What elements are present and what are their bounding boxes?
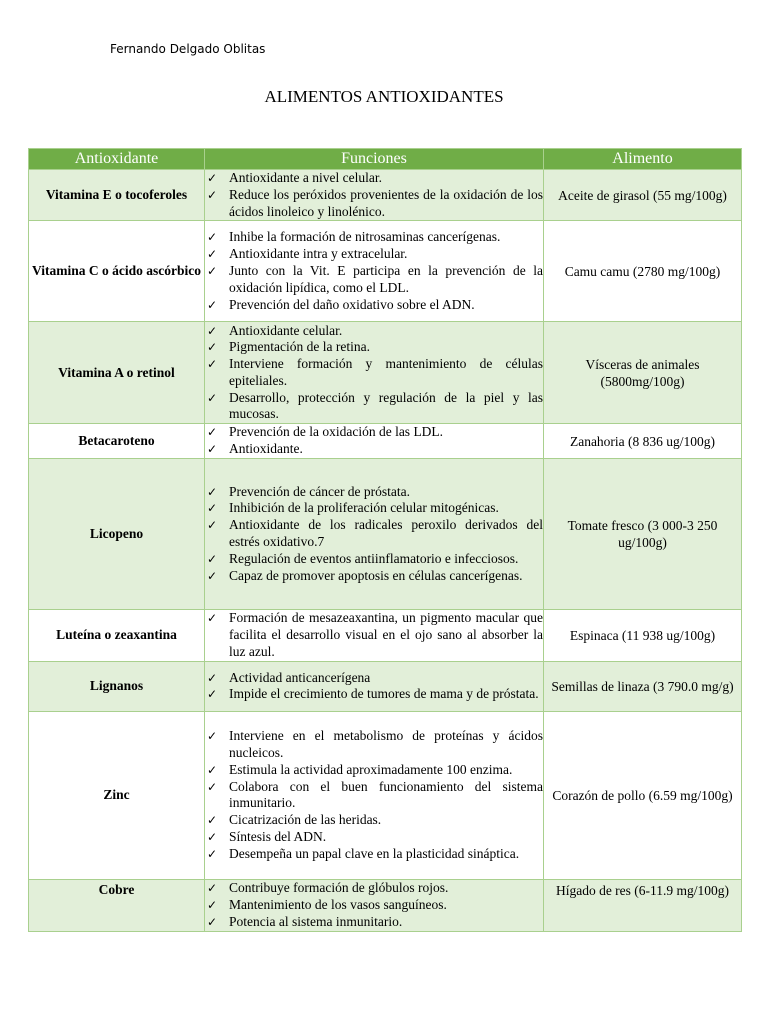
function-text: Antioxidante. (229, 441, 303, 457)
header-funciones: Funciones (205, 149, 544, 170)
function-text: Pigmentación de la retina. (229, 339, 370, 355)
function-text: Regulación de eventos antiinflamatorio e infecciosos. (229, 550, 519, 566)
functions-cell (205, 661, 544, 711)
table-row (29, 170, 742, 221)
check-icon: ✓ (207, 762, 218, 777)
check-icon: ✓ (207, 171, 218, 185)
function-text: Inhibición de la proliferación celular mitogénicas. (229, 500, 499, 516)
check-icon: ✓ (207, 518, 218, 533)
check-icon: ✓ (207, 263, 218, 278)
table-row (29, 661, 742, 711)
check-icon: ✓ (207, 247, 218, 262)
function-text: Prevención del daño oxidativo sobre el ADN. (229, 296, 475, 312)
check-icon: ✓ (207, 323, 218, 338)
antioxidant-name: Licopeno (29, 458, 205, 609)
function-text: Prevención de cáncer de próstata. (229, 483, 411, 499)
food-source: Zanahoria (8 836 ug/100g) (544, 424, 742, 459)
check-icon: ✓ (207, 442, 218, 457)
check-icon: ✓ (207, 568, 218, 583)
antioxidants-table (28, 148, 742, 932)
food-source: Tomate fresco (3 000-3 250 ug/100g) (544, 458, 742, 609)
header-antioxidante: Antioxidante (29, 149, 205, 170)
check-icon: ✓ (207, 390, 218, 405)
check-icon: ✓ (207, 813, 218, 828)
functions-cell (205, 458, 544, 609)
function-text: Estimula la actividad aproximadamente 100 enzima. (229, 761, 513, 777)
functions-cell (205, 879, 544, 931)
function-text: Inhibe la formación de nitrosaminas cancerígenas. (229, 229, 501, 245)
function-text: Desempeña un papal clave en la plasticidad sináptica. (229, 845, 520, 861)
check-icon: ✓ (207, 898, 218, 913)
function-text: Capaz de promover apoptosis en células cancerígenas. (229, 567, 523, 583)
functions-list (205, 424, 543, 458)
functions-cell (205, 609, 544, 661)
function-text: Interviene formación y mantenimiento de células epiteliales. (229, 356, 543, 388)
check-icon: ✓ (207, 779, 218, 794)
function-text: Desarrollo, protección y regulación de la piel y las mucosas. (229, 389, 543, 422)
antioxidant-name: Lignanos (29, 661, 205, 711)
table-header-row (29, 149, 742, 170)
functions-cell (205, 170, 544, 221)
list-item (205, 568, 543, 585)
list-item (205, 829, 543, 846)
list-item (205, 517, 543, 551)
table-row (29, 322, 742, 424)
check-icon: ✓ (207, 340, 218, 355)
check-icon: ✓ (207, 729, 218, 744)
list-item (205, 500, 543, 517)
function-text: Antioxidante de los radicales peroxilo derivados del estrés oxidativo.7 (229, 517, 543, 549)
check-icon: ✓ (207, 687, 218, 702)
function-text: Impide el crecimiento de tumores de mama y de próstata. (229, 686, 539, 702)
antioxidant-name: Zinc (29, 711, 205, 879)
food-source: Hígado de res (6-11.9 mg/100g) (544, 879, 742, 931)
table-row (29, 424, 742, 459)
function-text: Formación de mesazeaxantina, un pigmento macular que facilita el desarrollo visual en el ojo sano al absorber la luz azul. (229, 610, 543, 659)
header-alimento: Alimento (544, 149, 742, 170)
list-item (205, 484, 543, 501)
antioxidant-name: Vitamina C o ácido ascórbico (29, 221, 205, 322)
function-text: Interviene en el metabolismo de proteínas y ácidos nucleicos. (229, 728, 543, 761)
check-icon: ✓ (207, 881, 218, 896)
check-icon: ✓ (207, 846, 218, 861)
list-item (205, 686, 543, 703)
antioxidant-name: Betacaroteno (29, 424, 205, 459)
list-item (205, 897, 543, 914)
check-icon: ✓ (207, 611, 218, 626)
list-item (205, 339, 543, 356)
food-source: Corazón de pollo (6.59 mg/100g) (544, 711, 742, 879)
table-row (29, 221, 742, 322)
functions-list (205, 670, 543, 704)
list-item (205, 424, 543, 441)
function-text: Potencia al sistema inmunitario. (229, 913, 403, 929)
list-item (205, 441, 543, 458)
list-item (205, 187, 543, 221)
table-row (29, 458, 742, 609)
table-row (29, 711, 742, 879)
check-icon: ✓ (207, 484, 218, 499)
check-icon: ✓ (207, 425, 218, 440)
list-item (205, 812, 543, 829)
function-text: Colabora con el buen funcionamiento del sistema inmunitario. (229, 778, 543, 811)
list-item (205, 356, 543, 390)
list-item (205, 263, 543, 297)
list-item (205, 551, 543, 568)
list-item (205, 728, 543, 762)
check-icon: ✓ (207, 670, 218, 685)
table-row (29, 609, 742, 661)
functions-list (205, 229, 543, 313)
author-name: Fernando Delgado Oblitas (110, 42, 266, 56)
list-item (205, 846, 543, 863)
list-item (205, 670, 543, 687)
functions-cell (205, 322, 544, 424)
check-icon: ✓ (207, 830, 218, 845)
list-item (205, 170, 543, 187)
functions-list (205, 880, 543, 930)
functions-list (205, 323, 543, 424)
function-text: Contribuye formación de glóbulos rojos. (229, 880, 449, 896)
check-icon: ✓ (207, 357, 218, 372)
function-text: Reduce los peróxidos provenientes de la oxidación de los ácidos linoleico y linolénico. (229, 186, 543, 219)
list-item (205, 246, 543, 263)
list-item (205, 229, 543, 246)
list-item (205, 323, 543, 340)
check-icon: ✓ (207, 914, 218, 929)
function-text: Mantenimiento de los vasos sanguíneos. (229, 897, 447, 913)
antioxidant-name: Vitamina A o retinol (29, 322, 205, 424)
list-item (205, 762, 543, 779)
check-icon: ✓ (207, 297, 218, 312)
food-source: Semillas de linaza (3 790.0 mg/g) (544, 661, 742, 711)
document-title: ALIMENTOS ANTIOXIDANTES (264, 87, 504, 106)
functions-list (205, 484, 543, 585)
food-source: Espinaca (11 938 ug/100g) (544, 609, 742, 661)
function-text: Antioxidante celular. (229, 322, 343, 338)
food-source: Vísceras de animales (5800mg/100g) (544, 322, 742, 424)
functions-cell (205, 424, 544, 459)
list-item (205, 880, 543, 897)
list-item (205, 610, 543, 660)
food-source: Camu camu (2780 mg/100g) (544, 221, 742, 322)
check-icon: ✓ (207, 187, 218, 202)
functions-cell (205, 711, 544, 879)
antioxidant-name: Vitamina E o tocoferoles (29, 170, 205, 221)
check-icon: ✓ (207, 501, 218, 516)
list-item (205, 914, 543, 931)
antioxidant-name: Luteína o zeaxantina (29, 609, 205, 661)
functions-list (205, 610, 543, 660)
antioxidant-name: Cobre (29, 879, 205, 931)
function-text: Cicatrización de las heridas. (229, 812, 382, 828)
list-item (205, 297, 543, 314)
function-text: Antioxidante a nivel celular. (229, 170, 382, 185)
functions-cell (205, 221, 544, 322)
check-icon: ✓ (207, 551, 218, 566)
list-item (205, 390, 543, 424)
functions-list (205, 170, 543, 220)
check-icon: ✓ (207, 230, 218, 245)
function-text: Síntesis del ADN. (229, 829, 327, 845)
list-item (205, 779, 543, 813)
table-row (29, 879, 742, 931)
function-text: Prevención de la oxidación de las LDL. (229, 424, 444, 440)
functions-list (205, 728, 543, 862)
function-text: Antioxidante intra y extracelular. (229, 246, 408, 262)
function-text: Junto con la Vit. E participa en la prevención de la oxidación lipídica, como el LDL. (229, 262, 543, 295)
food-source: Aceite de girasol (55 mg/100g) (544, 170, 742, 221)
function-text: Actividad anticancerígena (229, 669, 371, 685)
